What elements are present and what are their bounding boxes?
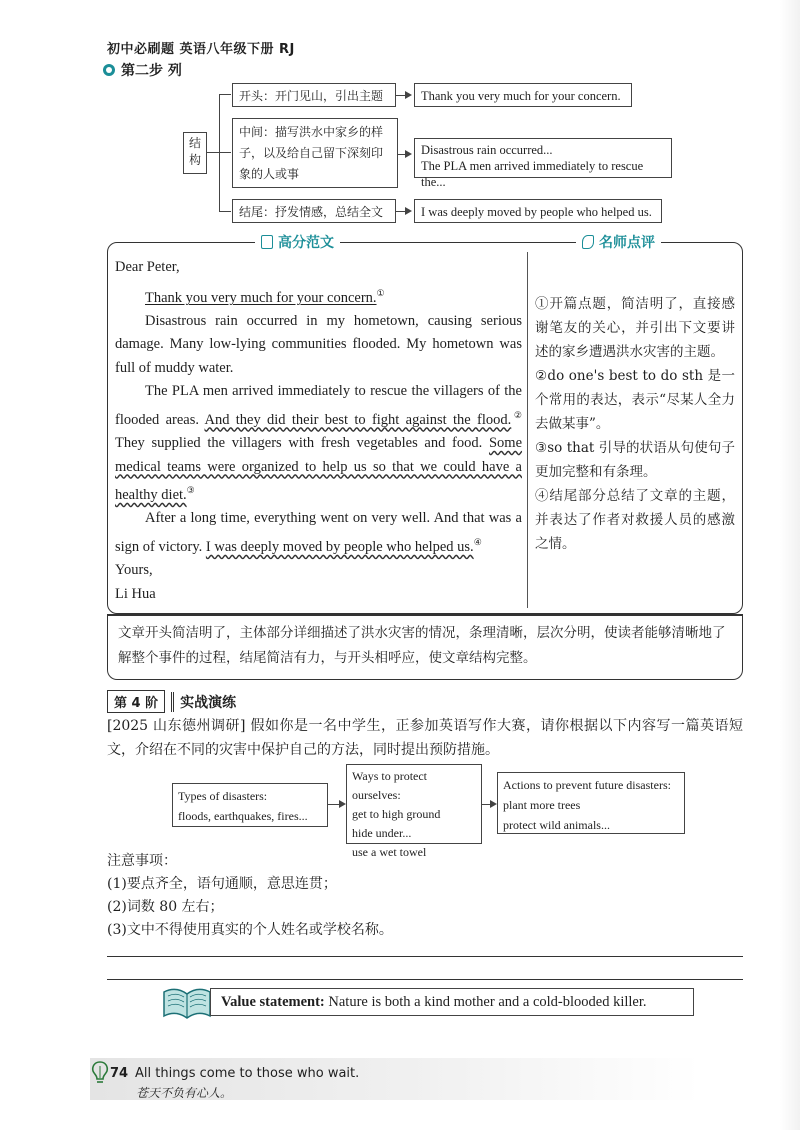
salutation: Dear Peter, [115, 259, 180, 275]
branch-label-2: 中间：描写洪水中家乡的样子，以及给自己留下深刻印象的人或事 [232, 118, 398, 188]
branch-example-3: I was deeply moved by people who helped us. [414, 199, 662, 223]
tab-teacher-comment-label: 名师点评 [599, 235, 655, 251]
pen-icon [582, 235, 594, 249]
arrow-icon [405, 91, 412, 99]
essay-p2: Disastrous rain occurred in my hometown, causing serious damage. Many low-lying communities flooded. My hometown was full of muddy water. [115, 312, 522, 376]
connector [219, 211, 231, 212]
connector [207, 152, 219, 153]
model-essay [115, 256, 522, 606]
structure-root: 结构 [183, 132, 207, 174]
arrow-icon [490, 800, 497, 808]
closing: Yours, [115, 562, 153, 579]
notes-title: 注意事项： [107, 853, 177, 869]
note-item: (3)文中不得使用真实的个人姓名或学校名称。 [107, 922, 393, 938]
notes [107, 850, 393, 942]
step-label [103, 60, 182, 80]
connector [219, 94, 231, 95]
mark-3: ③ [186, 485, 195, 496]
mark-1: ① [376, 287, 385, 298]
branch-example-2: Disastrous rain occurred... The PLA men arrived immediately to rescue the... [414, 138, 672, 178]
summary-box: 文章开头简洁明了，主体部分详细描述了洪水灾害的情况，条理清晰，层次分明，使读者能够清晰地了解整个事件的过程，结尾简洁有力，与开头相呼应，使文章结构完整。 [107, 614, 743, 680]
value-statement [210, 988, 694, 1016]
comment-3: ③so that 引导的状语从句使句子更加完整和有条理。 [535, 440, 735, 480]
answer-line[interactable] [107, 956, 743, 957]
arrow-icon [339, 800, 346, 808]
essay-p3-b: And they did their best to fight against the flood. [204, 411, 512, 428]
value-statement-label: Value statement: [221, 993, 325, 1010]
connector [219, 152, 231, 153]
box-line: plant more trees [503, 798, 581, 812]
motto-chinese: 苍天不负有心人。 [136, 1086, 233, 1100]
essay-p3-d: Some medical teams were organized to help us so that we could have a healthy diet. [115, 435, 523, 503]
stage-title [107, 690, 236, 713]
connector [219, 94, 220, 212]
signature: Li Hua [115, 585, 156, 602]
stage-name: 实战演练 [171, 692, 236, 712]
open-book-icon [160, 982, 214, 1022]
mark-2: ② [511, 409, 522, 420]
lightbulb-icon [90, 1060, 110, 1086]
task-box-protect [346, 764, 482, 859]
tab-model-essay [255, 232, 340, 252]
comment-1: ①开篇点题，简洁明了，直接感谢笔友的关心，并引出下文要讲述的家乡遭遇洪水灾害的主题。 [535, 296, 735, 360]
value-statement-text: Nature is both a kind mother and a cold-blooded killer. [328, 993, 647, 1010]
branch-label-1: 开头：开门见山，引出主题 [232, 83, 396, 107]
box-line: protect wild animals... [503, 818, 610, 832]
box-line: Ways to protect ourselves: [352, 769, 428, 802]
comment-4: ④结尾部分总结了文章的主题，并表达了作者对救援人员的感激之情。 [535, 488, 735, 552]
teacher-comments [535, 292, 735, 556]
essay-p1: Thank you very much for your concern. [145, 289, 377, 306]
essay-p3-c: They supplied the villagers with fresh vegetables and food. [115, 435, 483, 452]
tab-model-essay-label: 高分范文 [278, 235, 334, 251]
branch-label-3: 结尾：抒发情感，总结全文 [232, 199, 396, 223]
box-line: Types of disasters: [178, 789, 268, 803]
document-icon [261, 235, 273, 249]
task-prompt: [2025 山东德州调研] 假如你是一名中学生，正参加英语写作大赛，请你根据以下内容写一篇英语短文，介绍在不同的灾害中保护自己的方法，同时提出预防措施。 [107, 718, 743, 758]
branch-example-1: Thank you very much for your concern. [414, 83, 632, 107]
box-line: hide under... [352, 826, 412, 840]
arrow-icon [405, 150, 412, 158]
box-line: floods, earthquakes, fires... [178, 809, 308, 823]
motto-english: All things come to those who wait. [135, 1066, 360, 1081]
note-item: (1)要点齐全，语句通顺，意思连贯； [107, 876, 337, 892]
bullet-icon [103, 64, 115, 76]
box-line: use a wet towel [352, 845, 427, 859]
arrow-icon [405, 207, 412, 215]
box-line: Actions to prevent future disasters: [503, 778, 671, 792]
page-edge-shadow [780, 0, 800, 1130]
column-divider [527, 252, 528, 608]
stage-number: 第 4 阶 [107, 690, 165, 713]
step-label-text: 第二步 列 [121, 63, 182, 79]
note-item: (2)词数 80 左右； [107, 899, 224, 915]
mark-4: ④ [473, 536, 482, 547]
essay-p4-a: After a long time, everything went on very well. And that was a sign of victory. [115, 510, 522, 555]
box-line: get to high ground [352, 807, 441, 821]
task-box-prevent [497, 772, 685, 834]
answer-line[interactable] [107, 979, 743, 980]
tab-teacher-comment [576, 232, 661, 252]
essay-p3-a: The PLA men arrived immediately to rescue the villagers of the flooded areas. [115, 383, 522, 428]
comment-2: ②do one's best to do sth 是一个常用的表达，表示“尽某人全力去做某事”。 [535, 368, 735, 432]
page-number: 74 [110, 1066, 129, 1081]
essay-p4-b: I was deeply moved by people who helped us. [205, 538, 474, 555]
task-box-disasters [172, 783, 328, 827]
header-title: 初中必刷题 英语八年级下册 RJ [107, 42, 295, 57]
